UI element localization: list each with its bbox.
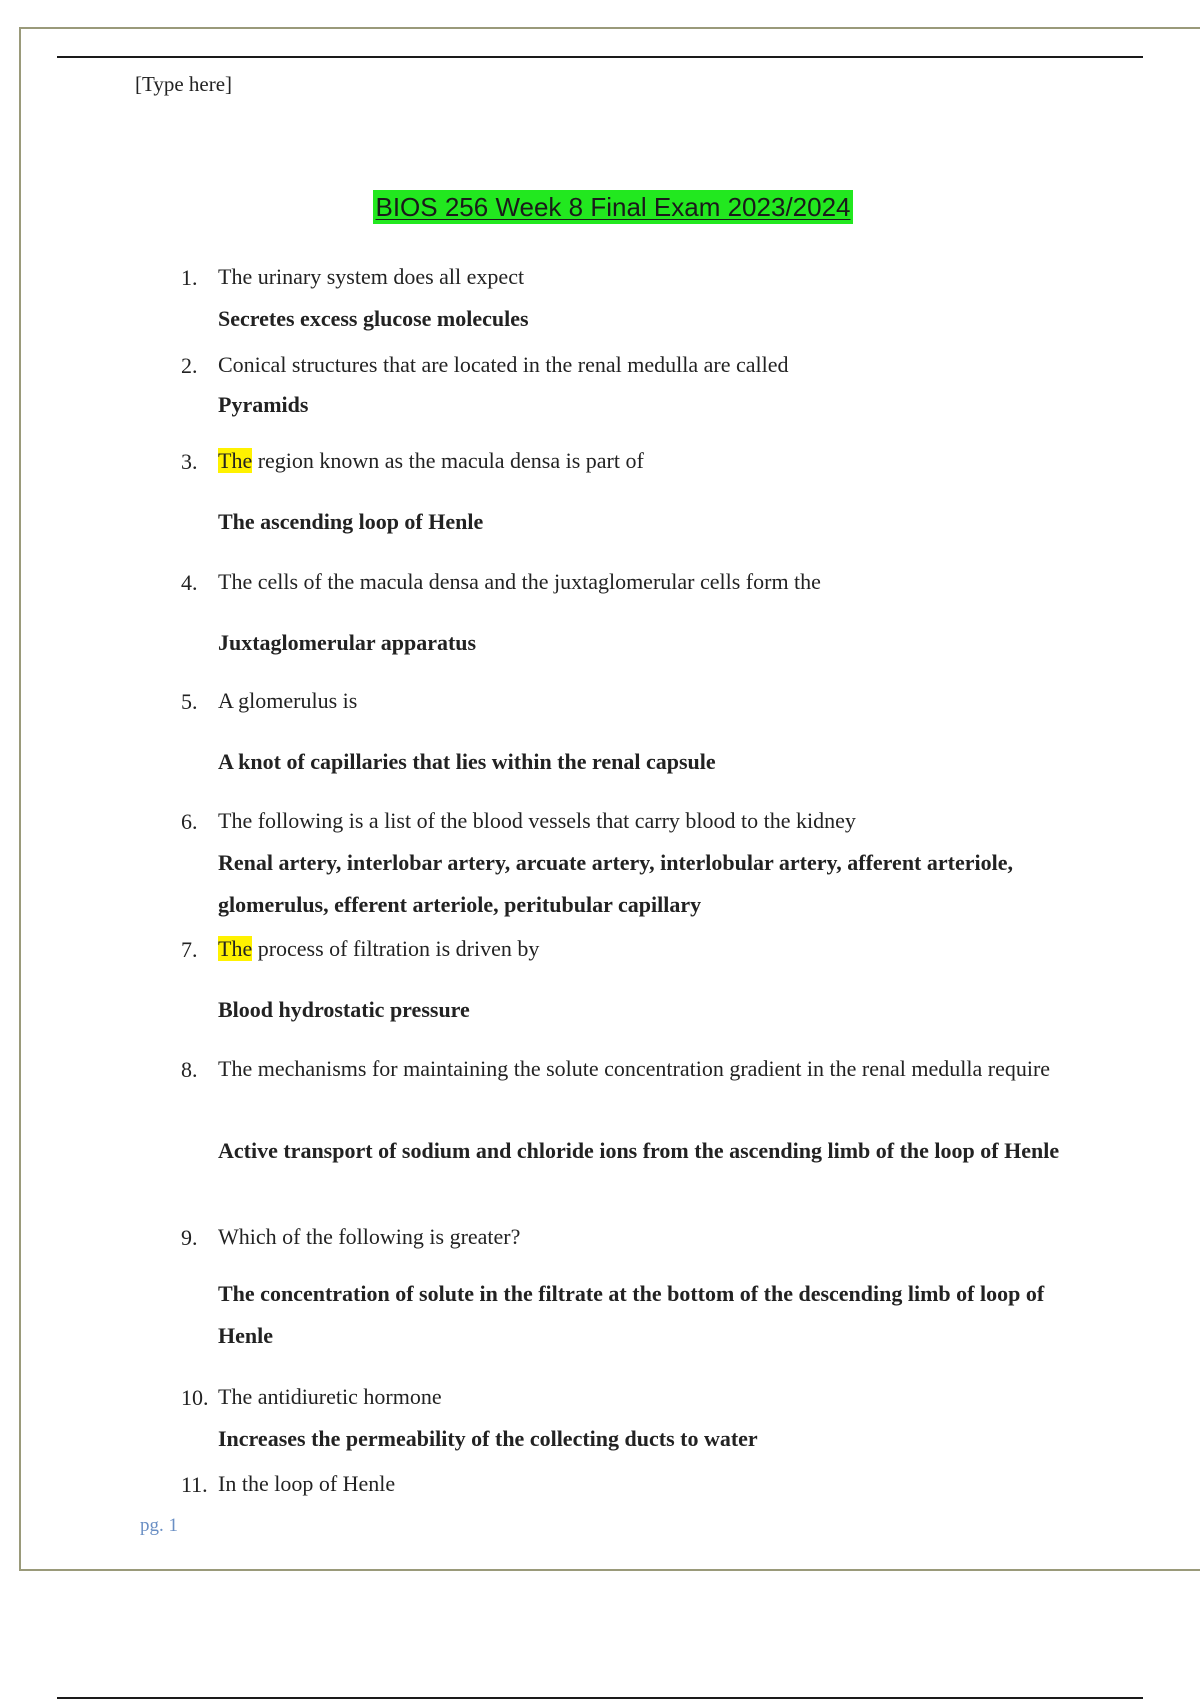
question-number: 5. [181,689,198,714]
question-number: 8. [181,1057,198,1082]
document-title-text: BIOS 256 Week 8 Final Exam 2023/2024 [375,192,851,222]
question-number: 3. [181,449,198,474]
answer-text: Renal artery, interlobar artery, arcuate artery, interlobular artery, afferent arteriole, glomerulus, efferent arteriole, peritubular capillary [218,850,1013,917]
answer-text: Pyramids [218,392,309,417]
question-text: The process of filtration is driven by [218,936,540,961]
answer-text: Juxtaglomerular apparatus [218,630,477,655]
next-page-rule [57,1697,1143,1699]
answer-text: The ascending loop of Henle [218,509,484,534]
answer-text: Blood hydrostatic pressure [218,997,470,1022]
header-rule [57,56,1143,58]
question-text: The following is a list of the blood vessels that carry blood to the kidney [218,808,856,833]
question-number: 6. [181,809,198,834]
question-number: 4. [181,570,198,595]
question-text: Conical structures that are located in the renal medulla are called [218,352,789,377]
question-number: 11. [181,1472,208,1497]
question-highlight: The [218,448,253,473]
question-text: The urinary system does all expect [218,264,525,289]
question-text: The antidiuretic hormone [218,1384,442,1409]
question-text: A glomerulus is [218,688,358,713]
question-text: In the loop of Henle [218,1471,396,1496]
question-text: The cells of the macula densa and the juxtaglomerular cells form the [218,569,821,594]
question-text: Which of the following is greater? [218,1224,521,1249]
answer-text: Secretes excess glucose molecules [218,306,529,331]
question-number: 9. [181,1225,198,1250]
question-number: 2. [181,353,198,378]
question-number: 10. [181,1385,209,1410]
question-text: The mechanisms for maintaining the solute concentration gradient in the renal medulla require [218,1056,1051,1081]
question-number: 1. [181,265,198,290]
header-placeholder[interactable]: [Type here] [135,72,233,96]
answer-text: Increases the permeability of the collecting ducts to water [218,1426,758,1451]
page-number: pg. 1 [140,1515,178,1536]
question-text: The region known as the macula densa is part of [218,448,644,473]
question-number: 7. [181,937,198,962]
document-title [0,192,1200,223]
question-highlight: The [218,936,253,961]
answer-text: The concentration of solute in the filtrate at the bottom of the descending limb of loop of Henle [218,1281,1045,1348]
answer-text: Active transport of sodium and chloride ions from the ascending limb of the loop of Henle [218,1138,1060,1163]
answer-text: A knot of capillaries that lies within the renal capsule [218,749,716,774]
